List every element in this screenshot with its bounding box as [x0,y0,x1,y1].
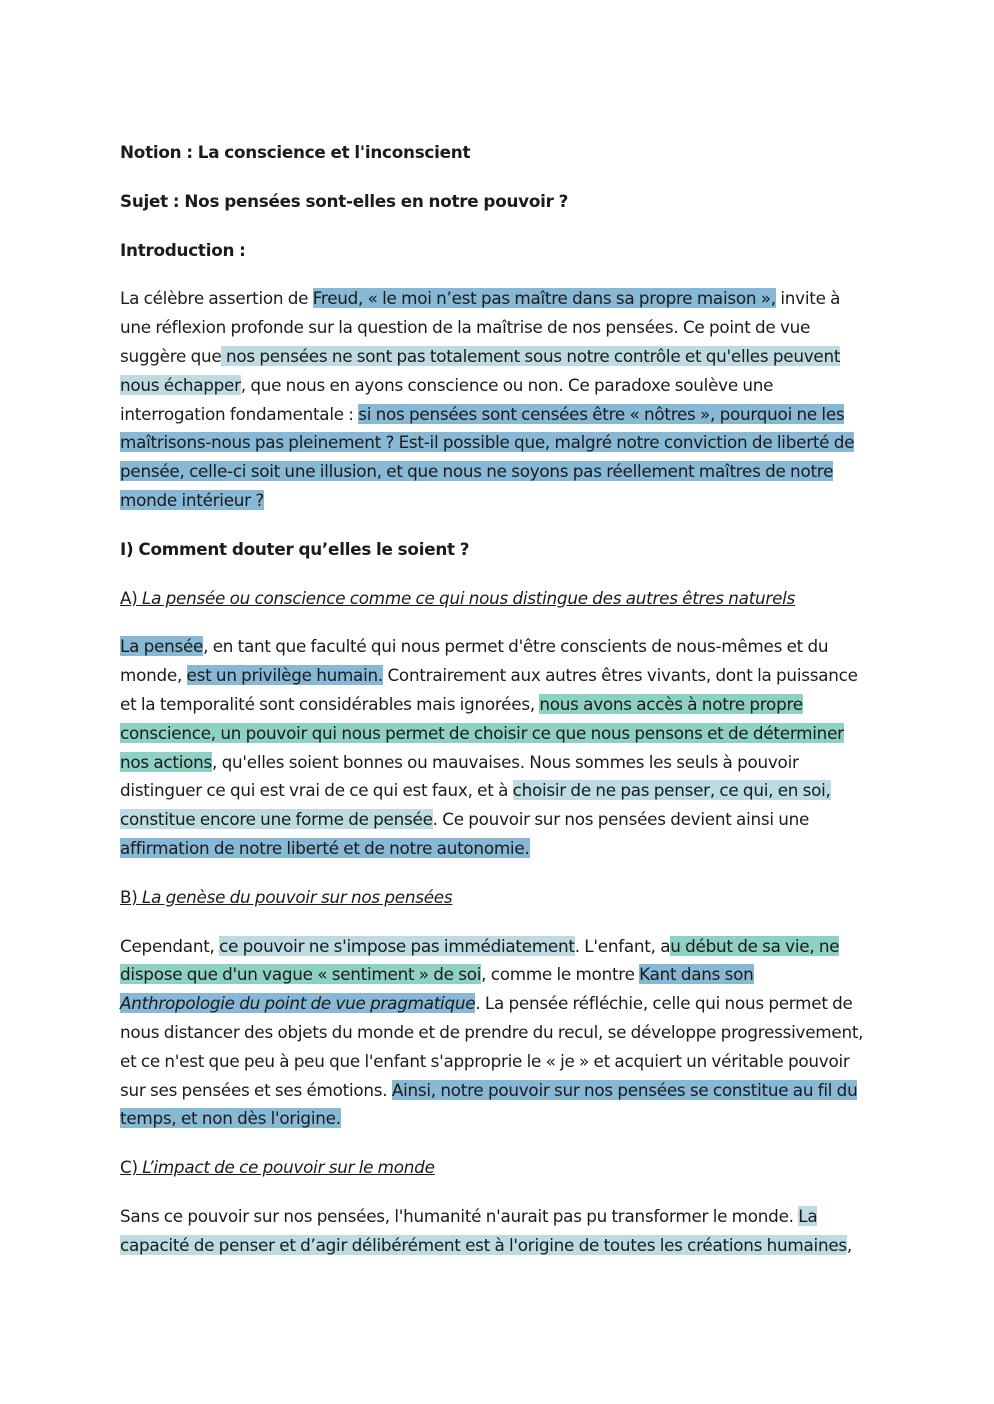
highlight: Kant dans son [639,964,754,985]
section-c-title: L’impact de ce pouvoir sur le monde [142,1157,435,1178]
text-run: Contrairement aux autres êtres vivants, dont la puissance et la temporalité sont considérables mais ignorées, [120,665,858,714]
section-c-heading [120,1153,872,1182]
section-b-paragraph [120,932,872,1134]
section-c-paragraph [120,1202,872,1260]
highlight: ce pouvoir ne s'impose pas immédiatement [219,935,575,956]
section-b-title: La genèse du pouvoir sur nos pensées [142,886,453,907]
highlight-problematic: si nos pensées sont censées être « nôtres », pourquoi ne les maîtrisons-nous pas pleinement ? Est-il possible que, malgré notre conviction de liberté de pensée, celle-ci soit une illusion, et que nous ne soyons pas réellement maîtres de notre monde intérieur ? [120,403,855,510]
highlight: nous avons accès à notre propre conscience, un pouvoir qui nous permet de choisir ce que nous pensons et de déterminer nos actions [120,693,844,772]
introduction-paragraph [120,284,872,514]
highlight: est un privilège humain. [186,665,383,686]
section-c-label: C) [120,1157,143,1178]
document-content [120,138,872,1260]
text-run: La célèbre assertion de [120,288,313,309]
text-run: Cependant, [120,935,220,956]
section-a-title: La pensée ou conscience comme ce qui nous distingue des autres êtres naturels [142,587,796,608]
highlight-book-title: Anthropologie du point de vue pragmatique [120,993,476,1014]
highlight-thoughts-escape: nos pensées ne sont pas totalement sous notre contrôle et qu'elles peuvent nous échapper [120,345,841,395]
text-run: . L'enfant, a [574,935,671,956]
section-a-label: A) [120,587,143,608]
text-run: , qu'elles soient bonnes ou mauvaises. Nous sommes les seuls à pouvoir distinguer ce qui est vrai de ce qui est faux, et à [120,751,799,801]
highlight: La capacité de penser et d’agir délibérément est à l'origine de toutes les créations humaines [120,1205,847,1255]
introduction-heading: Introduction : [120,239,246,260]
highlight-freud-quote: Freud, « le moi n’est pas maître dans sa propre maison », [312,288,776,309]
text-run: invite à une réflexion profonde sur la question de la maîtrise de nos pensées. Ce point de vue suggère que [120,288,841,366]
text-run: , en tant que faculté qui nous permet d'être conscients de nous-mêmes et du monde, [120,636,829,686]
text-run: , [846,1234,853,1255]
text-run: , que nous en ayons conscience ou non. Ce paradoxe soulève une interrogation fondamentale : [120,374,774,424]
section-a-heading [120,584,872,613]
highlight: affirmation de notre liberté et de notre autonomie. [120,837,530,858]
subject-line: Sujet : Nos pensées sont-elles en notre pouvoir ? [120,190,569,211]
part-one-heading: I) Comment douter qu’elles le soient ? [120,538,470,559]
section-b-label: B) [120,886,143,907]
notion-line: Notion : La conscience et l'inconscient [120,142,471,162]
highlight: Ainsi, notre pouvoir sur nos pensées se constitue au fil du temps, et non dès l'origine. [120,1079,858,1129]
highlight: choisir de ne pas penser, ce qui, en soi, constitue encore une forme de pensée [120,780,831,830]
text-run: , comme le montre [481,964,640,985]
text-run: Sans ce pouvoir sur nos pensées, l'humanité n'aurait pas pu transformer le monde. [120,1205,799,1226]
highlight: La pensée [120,636,204,657]
section-b-heading [120,883,872,912]
text-run: . La pensée réfléchie, celle qui nous permet de nous distancer des objets du monde et de prendre du recul, se développe progressivement, et ce n'est que peu à peu que l'enfant s'approprie le « je » et acquiert un véritable pouvoir sur ses pensées et ses émotions. [120,993,864,1100]
highlight: u début de sa vie, ne dispose que d'un vague « sentiment » de soi [120,935,840,985]
text-run: . Ce pouvoir sur nos pensées devient ainsi une [432,809,810,830]
section-a-paragraph [120,632,872,862]
